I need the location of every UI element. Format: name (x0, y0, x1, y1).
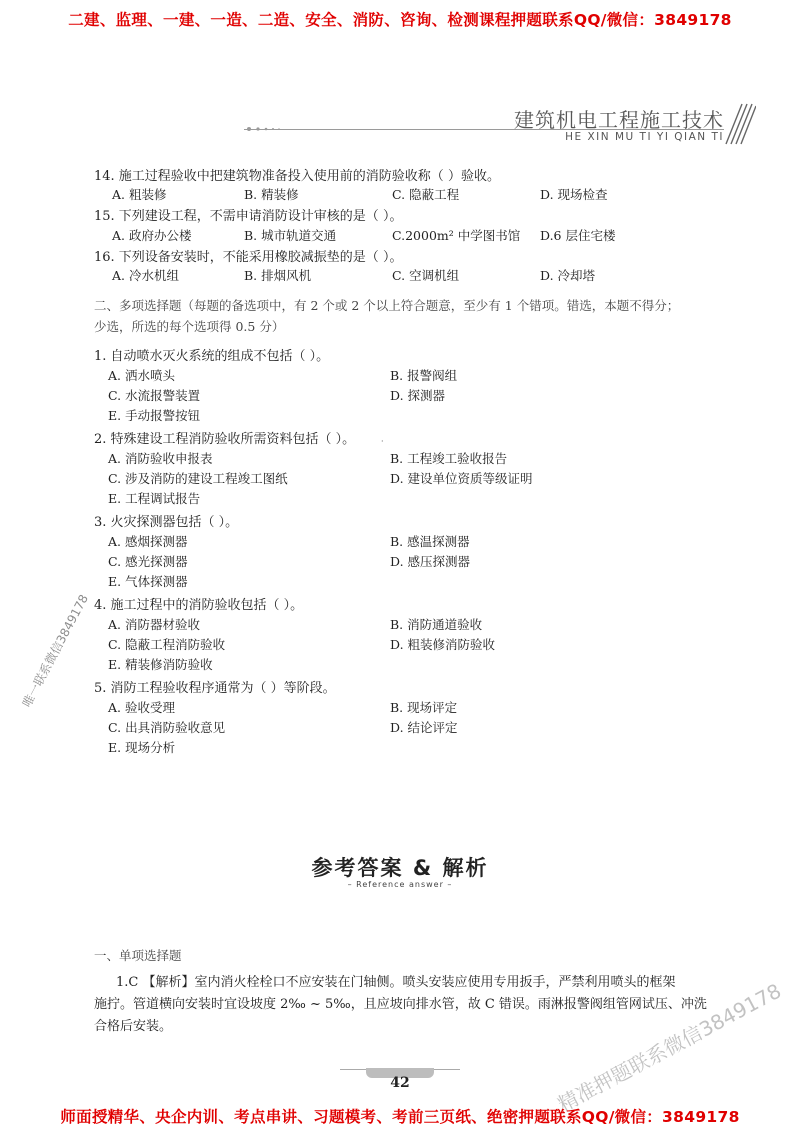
q16-option-d: D. 冷却塔 (540, 268, 596, 283)
answer-subsection-heading: 一、单项选择题 (94, 948, 182, 963)
header-slashes-decoration (716, 100, 756, 148)
header-title: 建筑机电工程施工技术 (514, 108, 724, 132)
multi-question-5-stem: 5. 消防工程验收程序通常为（ ）等阶段。 (94, 681, 336, 696)
m1-option-b: B. 报警阀组 (390, 368, 458, 383)
m5-option-d: D. 结论评定 (390, 720, 458, 735)
answer-1-line1: 1.C 【解析】室内消火栓栓口不应安装在门轴侧。喷头安装应使用专用扳手，严禁利用喷头的框架 (116, 975, 676, 990)
m4-option-d: D. 粗装修消防验收 (390, 637, 496, 652)
watermark-left: 唯一联系微信3849178 (19, 592, 92, 710)
q14-option-b: B. 精装修 (244, 187, 299, 202)
m4-option-a: A. 消防器材验收 (108, 617, 200, 632)
answer-section-subtitle: – Reference answer – (347, 880, 453, 889)
multi-section-heading-cont: 少选，所选的每个选项得 0.5 分） (94, 319, 285, 334)
m4-option-b: B. 消防通道验收 (390, 617, 483, 632)
m1-option-d: D. 探测器 (390, 388, 446, 403)
answer-1-line3: 合格后安装。 (94, 1019, 173, 1034)
m1-option-c: C. 水流报警装置 (108, 388, 201, 403)
m5-option-e: E. 现场分析 (108, 740, 176, 755)
q14-option-d: D. 现场检查 (540, 187, 608, 202)
q16-option-c: C. 空调机组 (392, 268, 460, 283)
m5-option-a: A. 验收受理 (108, 700, 175, 715)
top-banner: 二建、监理、一建、一造、二造、安全、消防、咨询、检测课程押题联系QQ/微信：3849178 (68, 11, 732, 29)
m1-option-a: A. 洒水喷头 (108, 368, 175, 383)
multi-question-4-stem: 4. 施工过程中的消防验收包括（ ）。 (94, 598, 304, 613)
q14-option-c: C. 隐蔽工程 (392, 187, 460, 202)
answer-1-line2: 施拧。管道横向安装时宜设坡度 2‰ ~ 5‰，且应坡向排水管，故 C 错误。雨淋报警阀组管网试压、冲洗 (94, 997, 707, 1012)
watermark-right: 精准押题联系微信3849178 (553, 978, 786, 1117)
m2-option-c: C. 涉及消防的建设工程竣工图纸 (108, 471, 288, 486)
m4-option-e: E. 精装修消防验收 (108, 657, 213, 672)
question-15-stem: 15. 下列建设工程，不需申请消防设计审核的是（ ）。 (94, 209, 403, 224)
m2-option-e: E. 工程调试报告 (108, 491, 201, 506)
q15-option-d: D.6 层住宅楼 (540, 228, 616, 243)
page-number: 42 (390, 1075, 410, 1091)
m5-option-b: B. 现场评定 (390, 700, 458, 715)
q16-option-a: A. 冷水机组 (112, 268, 179, 283)
stray-dot: · (381, 437, 384, 446)
header-subtitle: HE XIN MU TI YI QIAN TI (565, 131, 724, 143)
question-16-stem: 16. 下列设备安装时，不能采用橡胶减振垫的是（ ）。 (94, 250, 403, 265)
m2-option-a: A. 消防验收申报表 (108, 451, 213, 466)
multi-question-3-stem: 3. 火灾探测器包括（ ）。 (94, 515, 239, 530)
answer-section-title: 参考答案 & 解析 (311, 856, 489, 880)
m3-option-a: A. 感烟探测器 (108, 534, 188, 549)
m5-option-c: C. 出具消防验收意见 (108, 720, 226, 735)
q15-option-c: C.2000m² 中学图书馆 (392, 228, 521, 243)
m4-option-c: C. 隐蔽工程消防验收 (108, 637, 226, 652)
m2-option-d: D. 建设单位资质等级证明 (390, 471, 533, 486)
question-14-stem: 14. 施工过程验收中把建筑物准备投入使用前的消防验收称（ ）验收。 (94, 169, 500, 184)
multi-section-heading: 二、多项选择题（每题的备选项中，有 2 个或 2 个以上符合题意，至少有 1 个错项。错选，本题不得分； (94, 298, 680, 313)
q15-option-b: B. 城市轨道交通 (244, 228, 337, 243)
m3-option-e: E. 气体探测器 (108, 574, 188, 589)
multi-question-1-stem: 1. 自动喷水灭火系统的组成不包括（ ）。 (94, 349, 330, 364)
q16-option-b: B. 排烟风机 (244, 268, 312, 283)
q14-option-a: A. 粗装修 (112, 187, 167, 202)
m3-option-d: D. 感压探测器 (390, 554, 471, 569)
m3-option-c: C. 感光探测器 (108, 554, 188, 569)
multi-question-2-stem: 2. 特殊建设工程消防验收所需资料包括（ ）。 (94, 432, 356, 447)
m3-option-b: B. 感温探测器 (390, 534, 470, 549)
m2-option-b: B. 工程竣工验收报告 (390, 451, 508, 466)
q15-option-a: A. 政府办公楼 (112, 228, 192, 243)
m1-option-e: E. 手动报警按钮 (108, 408, 201, 423)
bottom-banner: 师面授精华、央企内训、考点串讲、习题模考、考前三页纸、绝密押题联系QQ/微信：3849178 (60, 1108, 740, 1126)
